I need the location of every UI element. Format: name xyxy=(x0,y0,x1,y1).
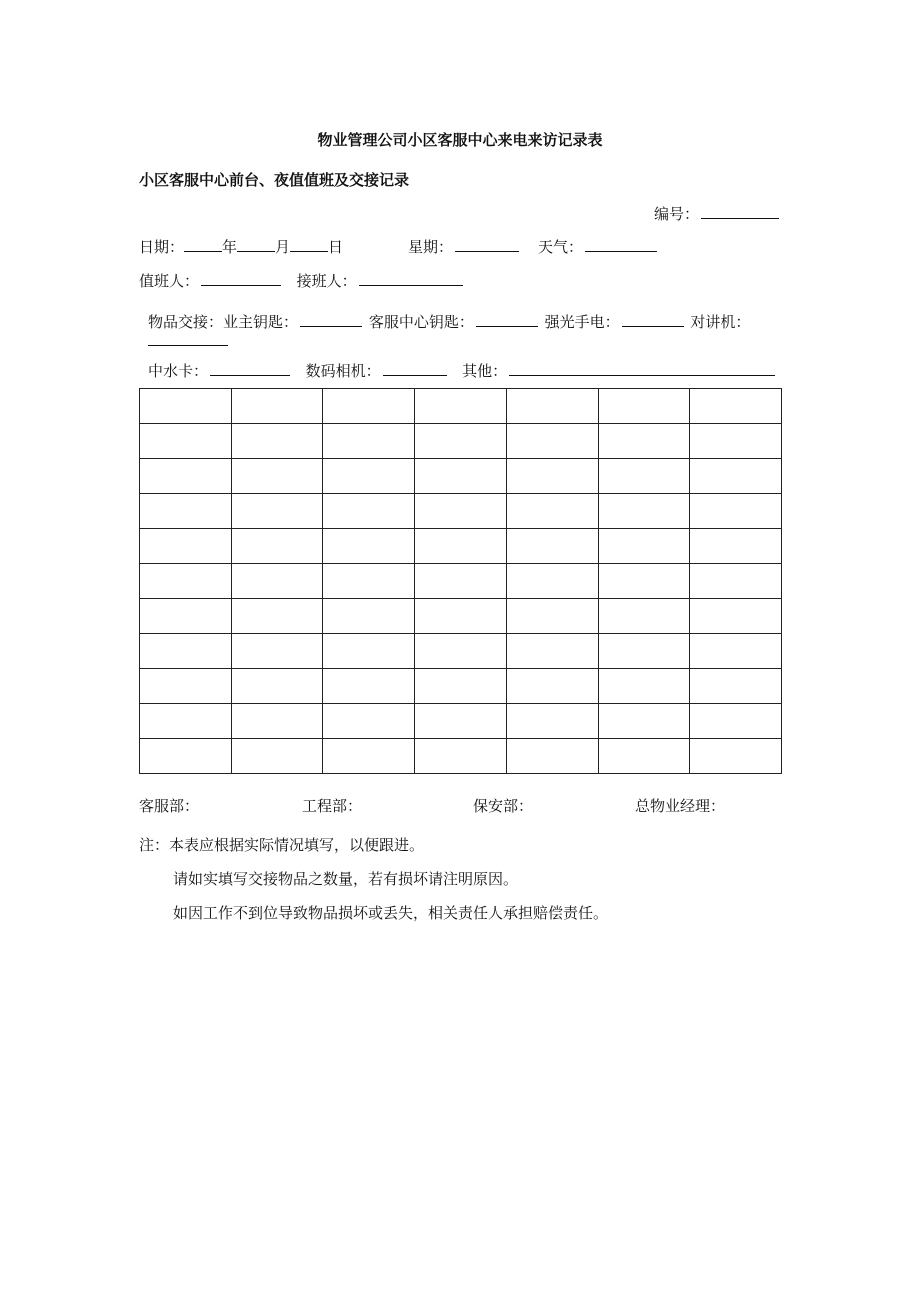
table-cell[interactable] xyxy=(323,634,415,669)
walkie-talkie-label: 对讲机： xyxy=(690,313,751,331)
table-cell[interactable] xyxy=(231,389,323,424)
serial-field[interactable] xyxy=(701,203,779,219)
note-line-3: 如因工作不到位导致物品损坏或丢失，相关责任人承担赔偿责任。 xyxy=(173,904,609,922)
table-cell[interactable] xyxy=(598,634,690,669)
table-cell[interactable] xyxy=(323,599,415,634)
weekday-row xyxy=(408,236,521,256)
table-cell[interactable] xyxy=(323,424,415,459)
table-row xyxy=(140,669,782,704)
table-cell[interactable] xyxy=(140,669,232,704)
serial-row xyxy=(654,203,781,223)
table-cell[interactable] xyxy=(506,564,598,599)
table-cell[interactable] xyxy=(690,389,782,424)
table-cell[interactable] xyxy=(415,424,507,459)
table-cell[interactable] xyxy=(323,704,415,739)
walkie-talkie-field[interactable] xyxy=(148,330,228,346)
table-cell[interactable] xyxy=(415,564,507,599)
table-cell[interactable] xyxy=(690,529,782,564)
table-cell[interactable] xyxy=(323,564,415,599)
table-cell[interactable] xyxy=(415,599,507,634)
table-cell[interactable] xyxy=(506,704,598,739)
weather-row xyxy=(538,236,659,256)
year-label: 年 xyxy=(222,238,238,256)
table-cell[interactable] xyxy=(415,669,507,704)
year-field[interactable] xyxy=(184,236,222,252)
table-cell[interactable] xyxy=(690,459,782,494)
table-cell[interactable] xyxy=(231,494,323,529)
duty-person-label: 值班人： xyxy=(139,272,200,290)
note-line-2: 请如实填写交接物品之数量，若有损坏请注明原因。 xyxy=(173,870,519,888)
table-cell[interactable] xyxy=(323,494,415,529)
serial-label: 编号： xyxy=(654,205,700,223)
table-row xyxy=(140,599,782,634)
table-row xyxy=(140,494,782,529)
table-cell[interactable] xyxy=(231,704,323,739)
table-cell[interactable] xyxy=(598,704,690,739)
table-cell[interactable] xyxy=(140,494,232,529)
handover-row xyxy=(148,311,750,331)
table-cell[interactable] xyxy=(231,529,323,564)
table-cell[interactable] xyxy=(690,494,782,529)
table-cell[interactable] xyxy=(140,564,232,599)
weather-label: 天气： xyxy=(538,238,584,256)
table-row xyxy=(140,739,782,774)
owner-keys-label: 业主钥匙： xyxy=(223,313,299,331)
table-cell[interactable] xyxy=(506,599,598,634)
security-dept-signature: 保安部： xyxy=(473,797,534,815)
table-cell[interactable] xyxy=(140,459,232,494)
table-cell[interactable] xyxy=(690,704,782,739)
other-field[interactable] xyxy=(509,360,775,376)
table-cell[interactable] xyxy=(323,739,415,774)
table-cell[interactable] xyxy=(506,389,598,424)
water-card-field[interactable] xyxy=(210,360,290,376)
table-cell[interactable] xyxy=(690,669,782,704)
walkie-talkie-row xyxy=(148,330,228,350)
table-cell[interactable] xyxy=(598,739,690,774)
table-cell[interactable] xyxy=(506,494,598,529)
table-cell[interactable] xyxy=(415,389,507,424)
date-row xyxy=(139,236,343,256)
table-cell[interactable] xyxy=(506,459,598,494)
table-row xyxy=(140,564,782,599)
table-row xyxy=(140,529,782,564)
table-cell[interactable] xyxy=(598,424,690,459)
weather-field[interactable] xyxy=(585,236,657,252)
table-cell[interactable] xyxy=(690,424,782,459)
table-cell[interactable] xyxy=(506,669,598,704)
table-cell[interactable] xyxy=(598,669,690,704)
other-label: 其他： xyxy=(462,362,508,380)
table-cell[interactable] xyxy=(415,529,507,564)
table-cell[interactable] xyxy=(415,494,507,529)
table-cell[interactable] xyxy=(140,599,232,634)
document-subtitle: 小区客服中心前台、夜值值班及交接记录 xyxy=(139,171,410,189)
table-cell[interactable] xyxy=(231,564,323,599)
table-cell[interactable] xyxy=(323,459,415,494)
day-label: 日 xyxy=(328,238,344,256)
table-cell[interactable] xyxy=(506,634,598,669)
general-manager-signature: 总物业经理： xyxy=(635,797,726,815)
month-label: 月 xyxy=(275,238,291,256)
table-cell[interactable] xyxy=(231,599,323,634)
table-row xyxy=(140,389,782,424)
weekday-field[interactable] xyxy=(455,236,519,252)
table-cell[interactable] xyxy=(506,739,598,774)
table-cell[interactable] xyxy=(506,529,598,564)
record-table xyxy=(139,388,782,774)
table-cell[interactable] xyxy=(231,739,323,774)
table-cell[interactable] xyxy=(231,459,323,494)
table-row xyxy=(140,459,782,494)
flashlight-field[interactable] xyxy=(622,311,684,327)
table-cell[interactable] xyxy=(231,669,323,704)
items2-row xyxy=(148,360,777,380)
camera-field[interactable] xyxy=(383,360,447,376)
table-cell[interactable] xyxy=(598,599,690,634)
table-cell[interactable] xyxy=(690,599,782,634)
water-card-label: 中水卡： xyxy=(148,362,209,380)
table-cell[interactable] xyxy=(415,634,507,669)
table-cell[interactable] xyxy=(690,634,782,669)
table-cell[interactable] xyxy=(415,459,507,494)
month-field[interactable] xyxy=(237,236,275,252)
service-keys-field[interactable] xyxy=(476,311,538,327)
table-cell[interactable] xyxy=(323,389,415,424)
weekday-label: 星期： xyxy=(408,238,454,256)
table-cell[interactable] xyxy=(231,634,323,669)
table-cell[interactable] xyxy=(323,669,415,704)
flashlight-label: 强光手电： xyxy=(544,313,620,331)
table-cell[interactable] xyxy=(140,634,232,669)
table-cell[interactable] xyxy=(140,739,232,774)
table-cell[interactable] xyxy=(506,424,598,459)
table-cell[interactable] xyxy=(323,529,415,564)
engineering-dept-signature: 工程部： xyxy=(302,797,363,815)
service-dept-signature: 客服部： xyxy=(139,797,200,815)
table-cell[interactable] xyxy=(690,564,782,599)
table-cell[interactable] xyxy=(140,704,232,739)
handover-label: 物品交接： xyxy=(148,313,224,331)
table-cell[interactable] xyxy=(415,739,507,774)
table-cell[interactable] xyxy=(231,424,323,459)
table-cell[interactable] xyxy=(415,704,507,739)
table-cell[interactable] xyxy=(140,389,232,424)
owner-keys-field[interactable] xyxy=(300,311,362,327)
service-keys-label: 客服中心钥匙： xyxy=(368,313,474,331)
successor-field[interactable] xyxy=(359,270,463,286)
table-row xyxy=(140,424,782,459)
table-cell[interactable] xyxy=(140,424,232,459)
table-row xyxy=(140,634,782,669)
document-title: 物业管理公司小区客服中心来电来访记录表 xyxy=(317,131,603,149)
table-cell[interactable] xyxy=(598,459,690,494)
note-line-1: 注：本表应根据实际情况填写，以便跟进。 xyxy=(139,836,425,854)
table-cell[interactable] xyxy=(598,389,690,424)
table-row xyxy=(140,704,782,739)
day-field[interactable] xyxy=(290,236,328,252)
duty-row xyxy=(139,270,465,290)
table-cell[interactable] xyxy=(140,529,232,564)
successor-label: 接班人： xyxy=(296,272,357,290)
table-cell[interactable] xyxy=(598,529,690,564)
table-cell[interactable] xyxy=(598,494,690,529)
camera-label: 数码相机： xyxy=(305,362,381,380)
table-cell[interactable] xyxy=(598,564,690,599)
table-cell[interactable] xyxy=(690,739,782,774)
duty-person-field[interactable] xyxy=(201,270,281,286)
date-label: 日期： xyxy=(139,238,185,256)
